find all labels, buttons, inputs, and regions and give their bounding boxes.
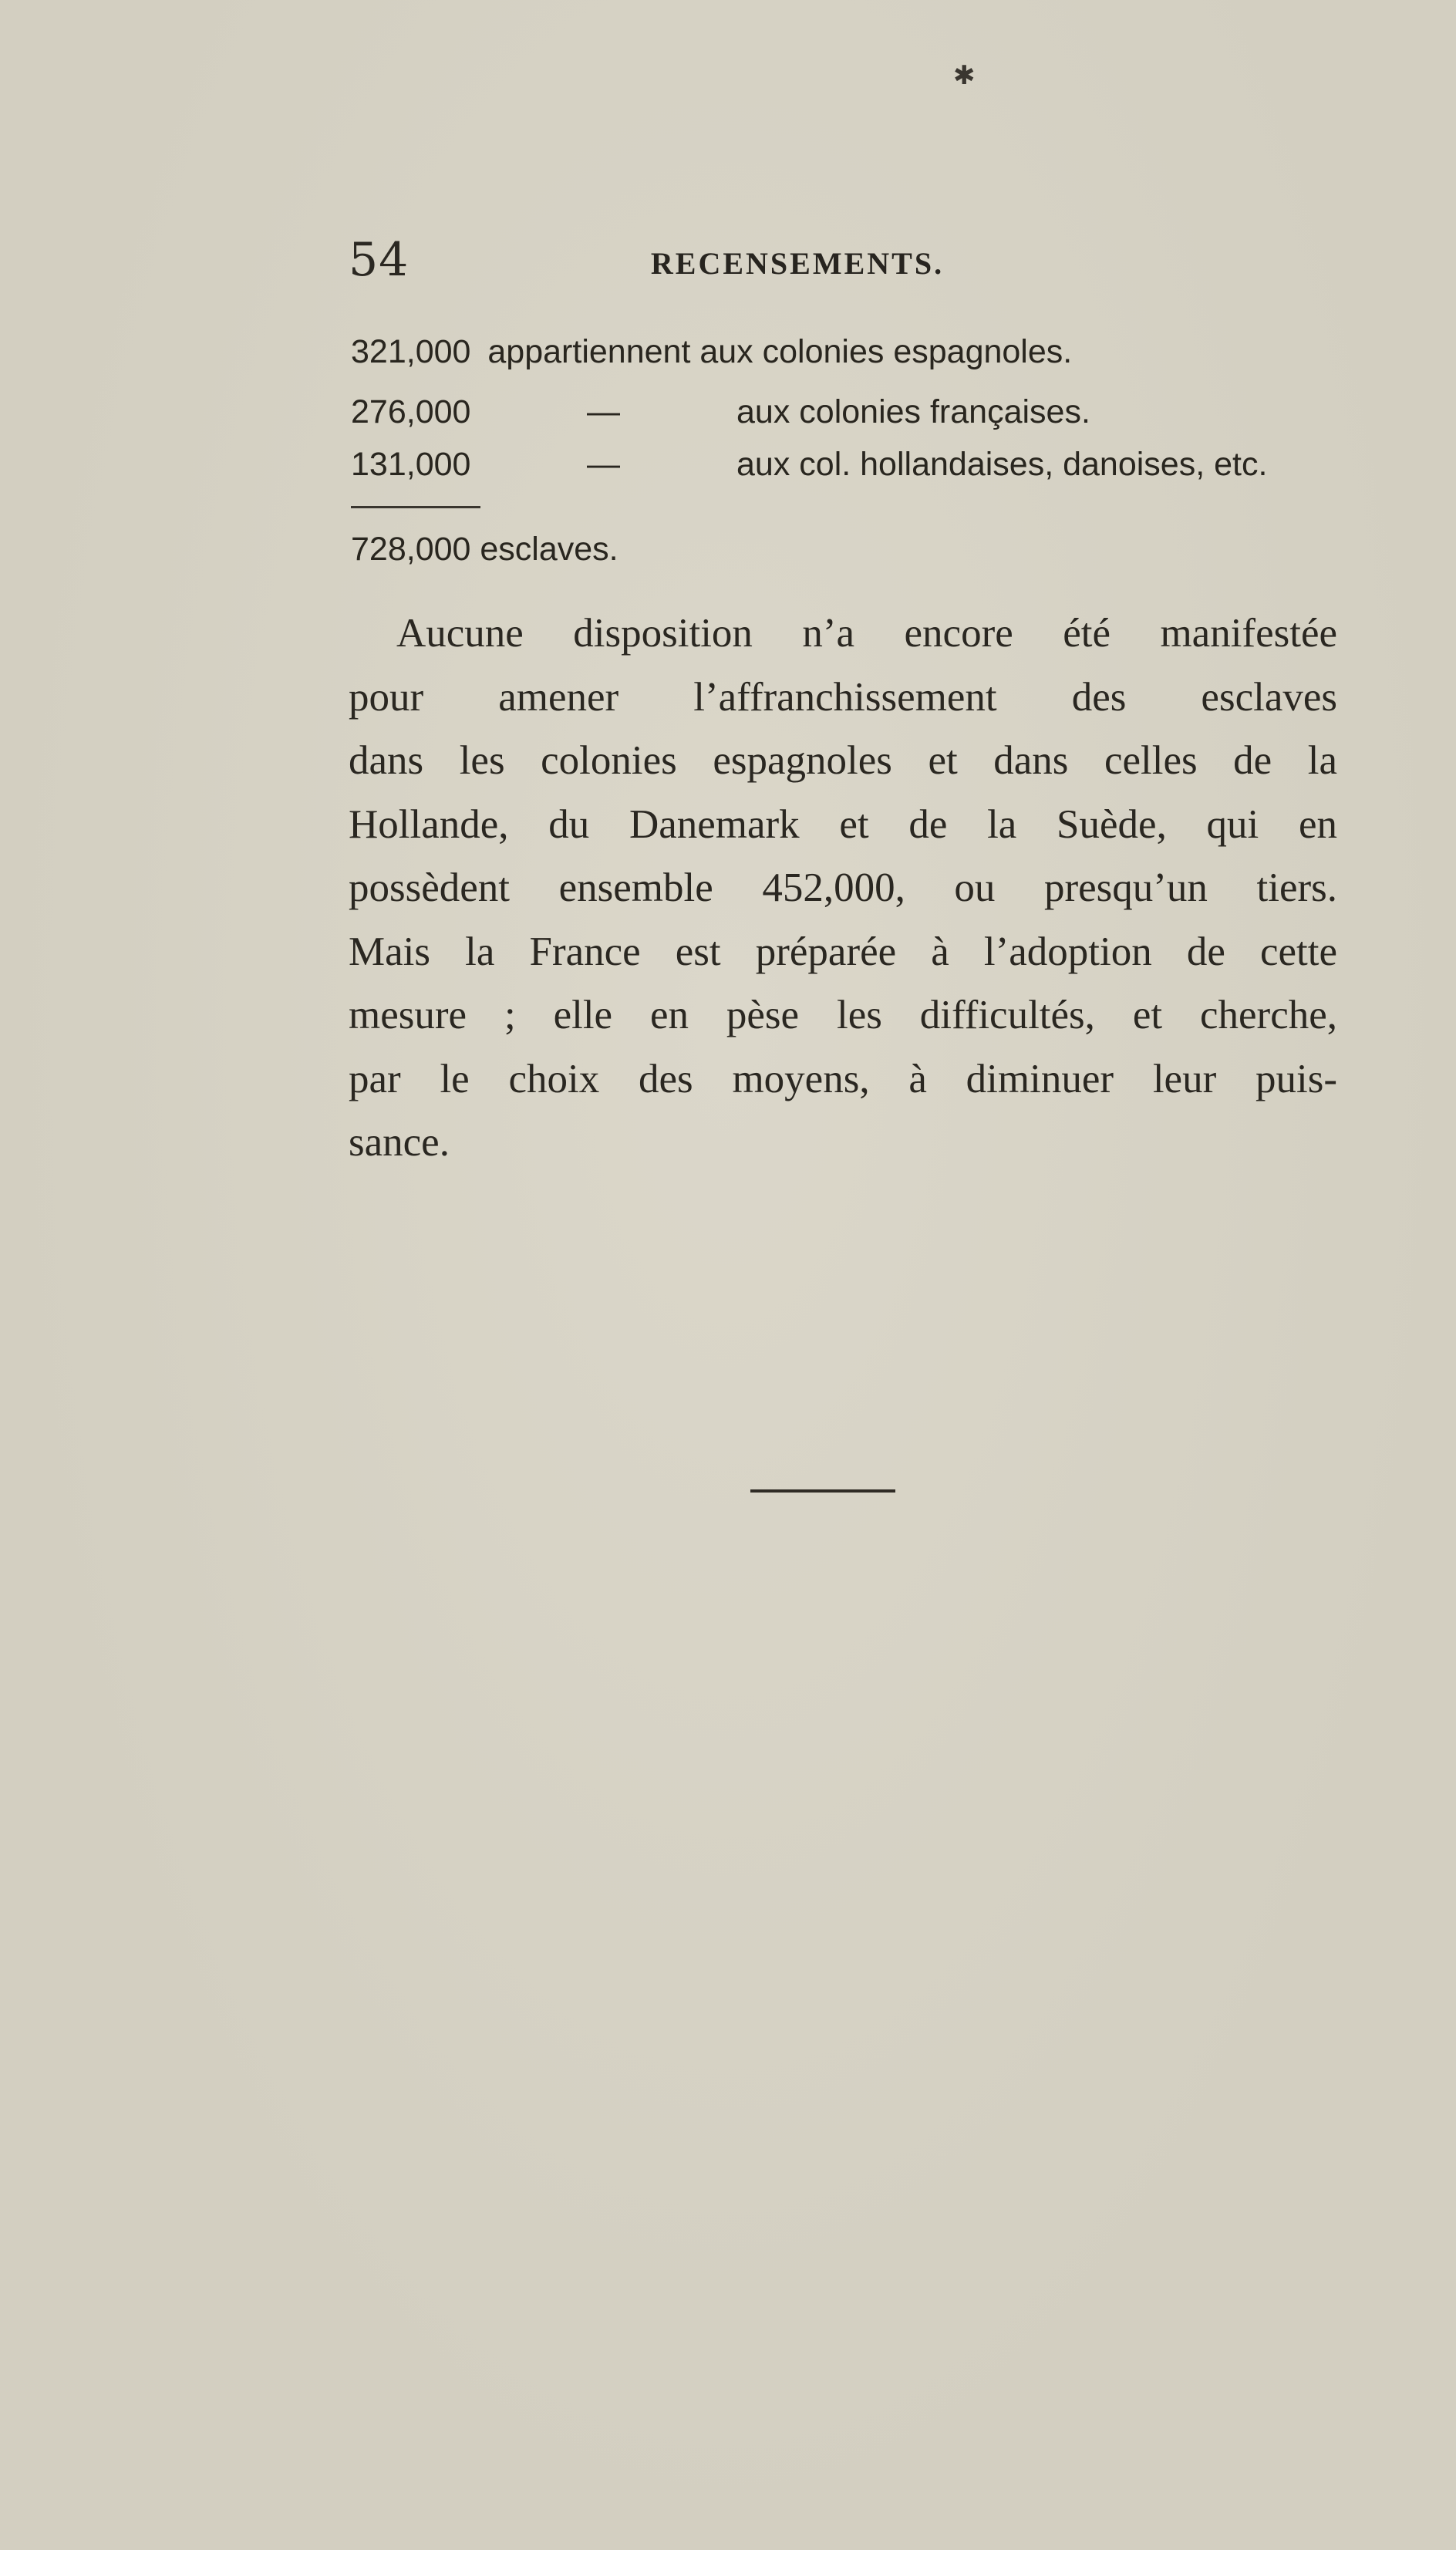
- ditto-dash: —: [587, 446, 620, 483]
- stat-total: 728,000 esclaves.: [351, 531, 618, 568]
- stat-destination: aux col. hollandaises, danoises, etc.: [736, 446, 1268, 483]
- stat-number: 321,000: [351, 333, 471, 370]
- paragraph-line: Aucune disposition n’a encore été manifestée: [396, 611, 1337, 656]
- paragraph-line: par le choix des moyens, à diminuer leur puis-: [349, 1056, 1337, 1101]
- paragraph-line: sance.: [349, 1120, 450, 1165]
- paragraph-line: Hollande, du Danemark et de la Suède, qui en: [349, 801, 1337, 847]
- running-head: RECENSEMENTS.: [650, 246, 945, 281]
- stat-number: 276,000: [351, 393, 471, 430]
- stat-destination: appartiennent aux colonies espagnoles.: [487, 333, 1073, 370]
- ditto-dash: —: [587, 393, 620, 430]
- stat-row-spanish: [351, 333, 1072, 371]
- printer-ornament: ✱: [953, 62, 976, 90]
- paragraph-line: Mais la France est préparée à l’adoption de cette: [349, 929, 1337, 974]
- stat-destination: aux colonies françaises.: [736, 393, 1090, 430]
- paragraph-line: pour amener l’affranchissement des esclaves: [349, 674, 1337, 720]
- stat-number: 131,000: [351, 446, 471, 483]
- page-number: 54: [349, 233, 410, 287]
- stat-row-french: [351, 393, 1090, 431]
- body-paragraph: [349, 602, 1337, 1175]
- paragraph-line: dans les colonies espagnoles et dans celles de la: [349, 738, 1337, 783]
- paragraph-line: possèdent ensemble 452,000, ou presqu’un tiers.: [349, 865, 1337, 910]
- sum-rule: [351, 506, 480, 508]
- end-rule: [750, 1489, 895, 1493]
- stat-row-dutch-danish: [351, 446, 1268, 484]
- paragraph-line: mesure ; elle en pèse les difficultés, et cherche,: [349, 993, 1337, 1037]
